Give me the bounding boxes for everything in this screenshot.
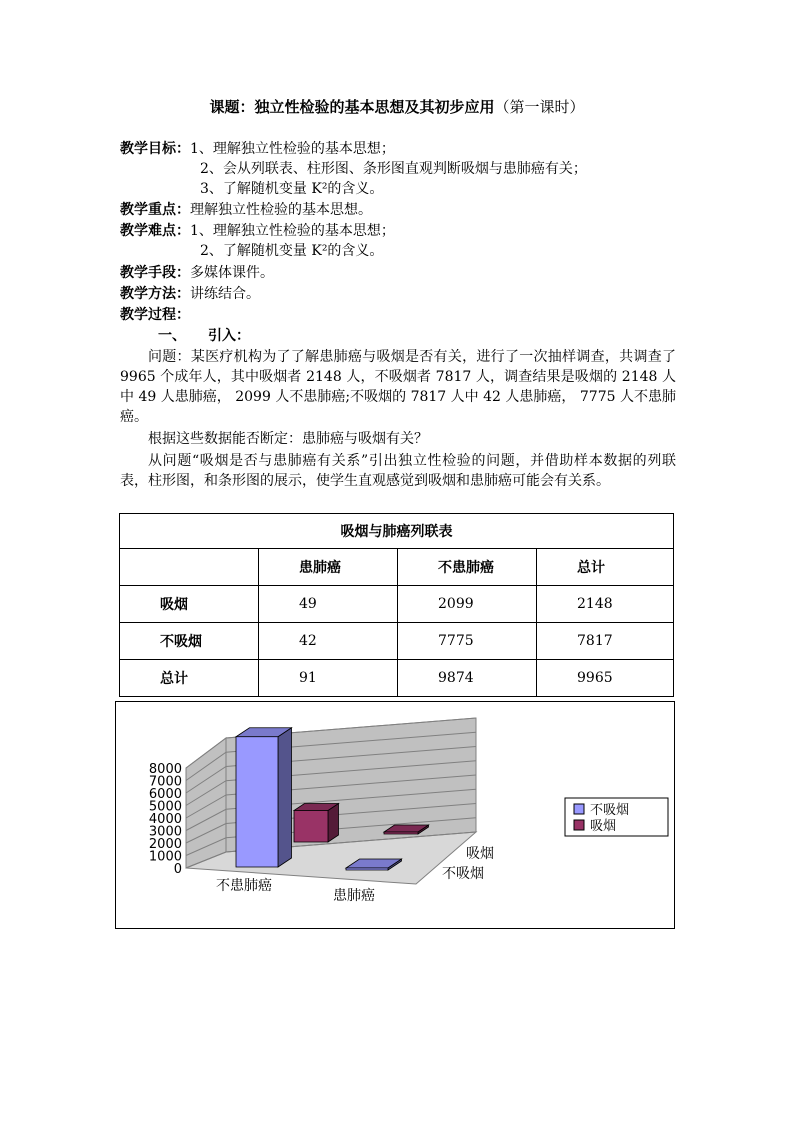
table-cell: 9874 (398, 660, 537, 697)
category-label: 患肺癌 (333, 888, 375, 904)
y-tick-label: 7000 (148, 774, 182, 790)
legend-swatch (574, 820, 584, 830)
table-row-header: 总计 (120, 660, 259, 697)
legend-swatch (574, 804, 584, 814)
category-label: 不患肺癌 (216, 878, 272, 894)
y-tick-label: 2000 (148, 837, 182, 852)
depth-label: 吸烟 (466, 846, 494, 862)
difficulty-label: 教学难点： (120, 223, 190, 239)
difficulty-line-1 (120, 221, 395, 241)
legend-label: 不吸烟 (590, 803, 630, 818)
contingency-table (119, 513, 674, 697)
table-cell: 7817 (537, 623, 674, 660)
bar-chart-3d (116, 702, 674, 928)
table-row-header: 不吸烟 (120, 623, 259, 660)
y-tick-label: 3000 (148, 824, 182, 840)
table-caption-row (120, 514, 674, 549)
table-cell: 9965 (537, 660, 674, 697)
table-row (120, 586, 674, 623)
chart-legend (565, 798, 668, 836)
table-header-cell (120, 549, 259, 586)
table-cell: 49 (259, 586, 398, 623)
table-header-cell: 总计 (537, 549, 674, 586)
lesson-title-main: 课题：独立性检验的基本思想及其初步应用 (209, 98, 495, 116)
process-line (120, 305, 190, 325)
table-cell: 2099 (398, 586, 537, 623)
chart-frame (115, 701, 675, 929)
bar-side (278, 728, 292, 867)
difficulty-item: 1、理解独立性检验的基本思想； (190, 223, 395, 239)
depth-label: 不吸烟 (442, 866, 484, 882)
section-number: 一、 (158, 328, 186, 344)
y-tick-label: 0 (173, 862, 182, 877)
legend-label: 吸烟 (590, 819, 617, 834)
lesson-title-suffix: （第一课时） (494, 98, 585, 116)
bar-front (346, 868, 388, 870)
bar-front (384, 832, 418, 834)
lesson-title (0, 96, 794, 117)
objective-item: 1、理解独立性检验的基本思想； (190, 141, 395, 157)
process-label: 教学过程： (120, 307, 190, 323)
paragraph-lead: 从问题“吸烟是否与患肺癌有关系”引出独立性检验的问题，并借助样本数据的列联表，柱形图，和条形图的展示，使学生直观感觉到吸烟和患肺癌可能会有关系。 (120, 453, 676, 489)
table-header-row (120, 549, 674, 586)
table-cell: 42 (259, 623, 398, 660)
bar-吸烟-不患肺癌 (294, 804, 339, 842)
means-text: 多媒体课件。 (190, 265, 274, 281)
section-title: 引入： (208, 328, 250, 344)
table-row-header: 吸烟 (120, 586, 259, 623)
method-text: 讲练结合。 (190, 286, 260, 302)
table-row (120, 623, 674, 660)
table-cell: 7775 (398, 623, 537, 660)
y-tick-label: 8000 (148, 762, 182, 777)
objective-item: 3、了解随机变量 K²的含义。 (200, 181, 384, 197)
table-cell: 91 (259, 660, 398, 697)
objectives-line-1 (120, 139, 395, 159)
means-line (120, 263, 274, 283)
table-row (120, 660, 674, 697)
paragraph-question: 根据这些数据能否断定：患肺癌与吸烟有关？ (148, 431, 428, 447)
key-point-label: 教学重点： (120, 202, 190, 218)
table-header-cell: 不患肺癌 (398, 549, 537, 586)
objective-item: 2、会从列联表、柱形图、条形图直观判断吸烟与患肺癌有关； (200, 161, 587, 177)
means-label: 教学手段： (120, 265, 190, 281)
objectives-label: 教学目标： (120, 141, 190, 157)
y-tick-label: 5000 (148, 799, 182, 815)
y-axis (149, 762, 182, 877)
chart-side-wall (186, 738, 226, 868)
key-point-text: 理解独立性检验的基本思想。 (190, 202, 372, 218)
paragraph-problem: 问题：某医疗机构为了了解患肺癌与吸烟是否有关，进行了一次抽样调查，共调查了 9965 个成年人，其中吸烟者 2148 人，不吸烟者 7817 人，调查结果是吸烟的 2148 人中 49 人患肺癌， 2099 人不患肺癌;不吸烟的 7817 人中 42 人患肺癌， 7775 人不患肺癌。 (120, 349, 676, 425)
table-caption: 吸烟与肺癌列联表 (120, 514, 674, 549)
bar-不吸烟-不患肺癌 (236, 728, 292, 867)
key-point-line (120, 200, 372, 220)
y-tick-label: 6000 (148, 787, 182, 802)
difficulty-item: 2、了解随机变量 K²的含义。 (200, 243, 384, 259)
bar-front (236, 737, 278, 867)
method-line (120, 284, 260, 304)
table-cell: 2148 (537, 586, 674, 623)
section-heading (158, 326, 250, 346)
y-tick-label: 1000 (148, 849, 182, 865)
table-header-cell: 患肺癌 (259, 549, 398, 586)
bar-front (294, 811, 328, 842)
method-label: 教学方法： (120, 286, 190, 302)
y-tick-label: 4000 (148, 812, 182, 827)
